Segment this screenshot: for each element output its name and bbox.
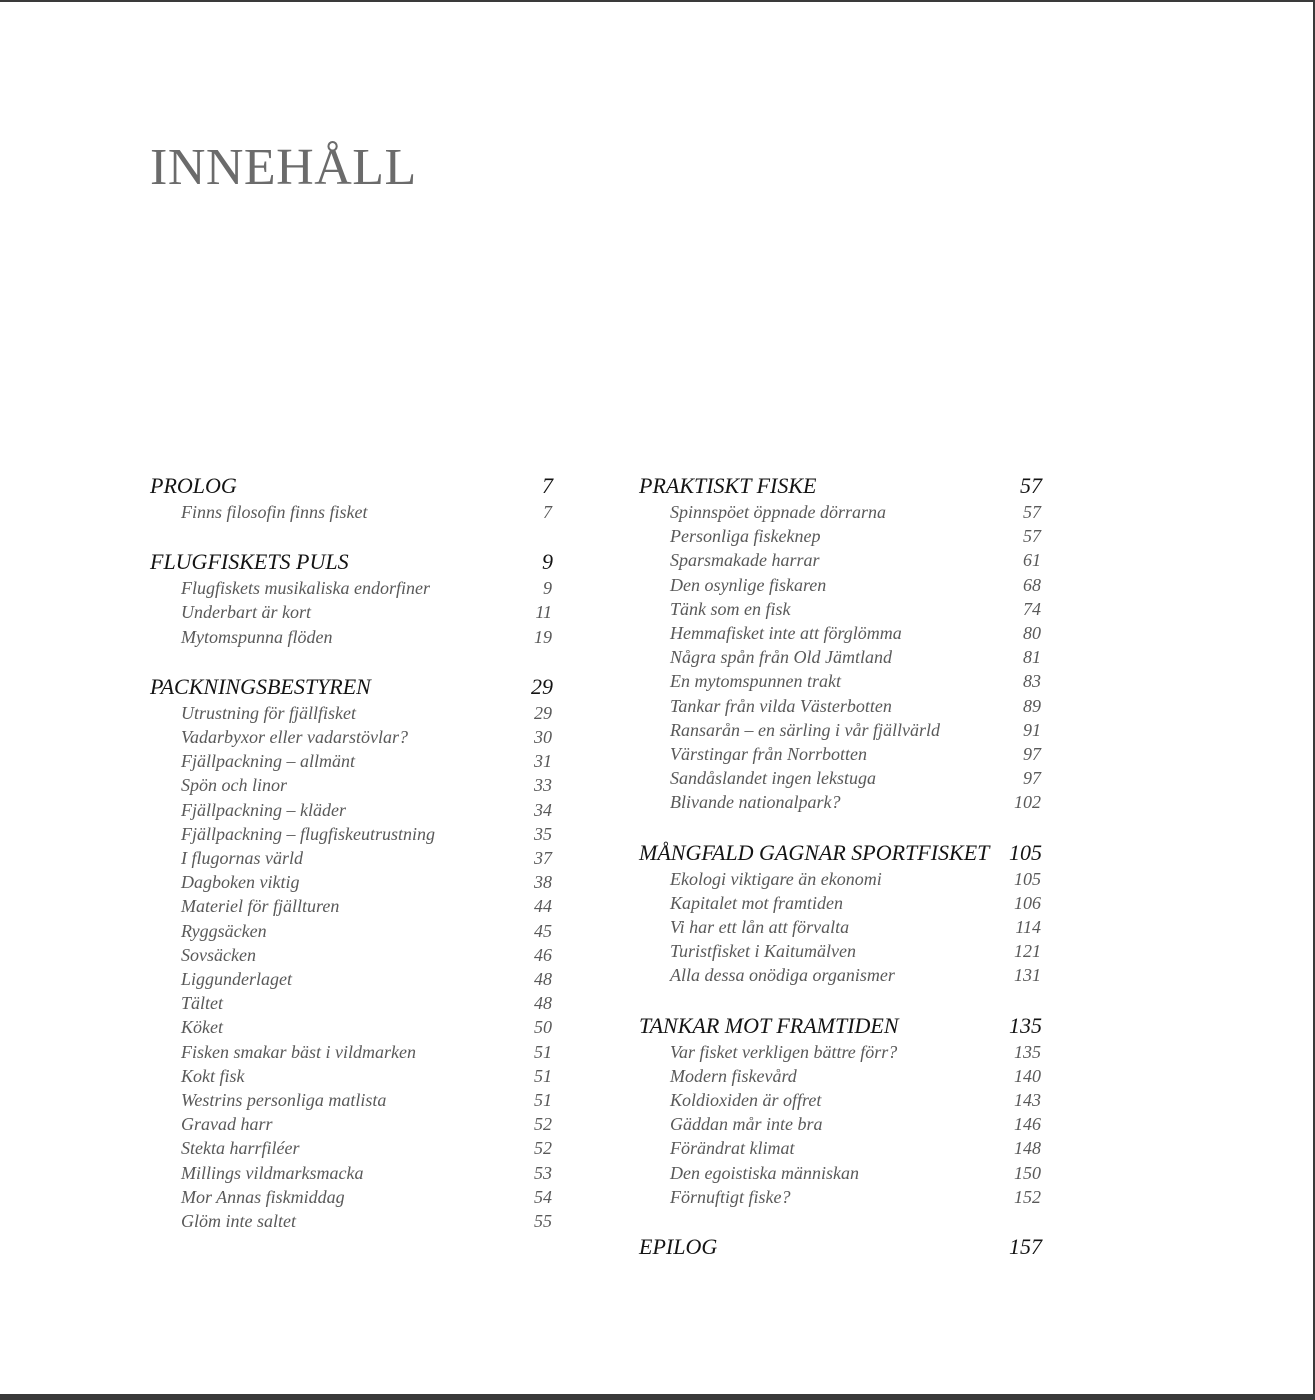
entry-page-number: 148 — [1014, 1138, 1041, 1159]
entry-title: Tänk som en fisk — [670, 598, 791, 619]
entry-page-number: 91 — [1023, 719, 1041, 740]
entry-title: Mor Annas fiskmiddag — [181, 1186, 345, 1207]
entry-page-number: 52 — [534, 1138, 552, 1159]
section-title: FLUGFISKETS PULS — [150, 549, 349, 575]
entry-title: Mytomspunna flöden — [181, 626, 333, 647]
entry-title: Sovsäcken — [181, 944, 256, 965]
toc-entry — [150, 749, 553, 773]
section-page-number: 29 — [531, 673, 553, 699]
section-page-number: 57 — [1020, 473, 1042, 498]
entry-title: Dagboken viktig — [181, 872, 300, 893]
entry-page-number: 83 — [1023, 671, 1041, 692]
entry-title: Materiel för fjällturen — [181, 896, 340, 917]
toc-section — [150, 673, 553, 1233]
toc-entry — [150, 1015, 553, 1039]
entry-page-number: 146 — [1014, 1114, 1041, 1135]
entry-title: Kapitalet mot framtiden — [670, 892, 843, 913]
toc-entry — [150, 967, 553, 991]
toc-entry — [150, 1209, 553, 1233]
entry-title: Tankar från vilda Västerbotten — [670, 695, 892, 716]
entry-title: Ransarån – en särling i vår fjällvärld — [670, 719, 940, 740]
entry-title: Tältet — [181, 993, 224, 1014]
toc-entry — [639, 1064, 1042, 1088]
toc-entry — [150, 725, 553, 749]
toc-entry — [639, 718, 1042, 742]
entry-title: Vi har ett lån att förvalta — [670, 917, 850, 938]
entry-page-number: 30 — [534, 727, 552, 748]
toc-section-heading — [150, 472, 553, 500]
toc-section — [639, 472, 1042, 815]
toc-section — [150, 472, 553, 524]
section-title: PROLOG — [150, 473, 237, 498]
entry-page-number: 140 — [1014, 1065, 1041, 1086]
entry-title: Ryggsäcken — [181, 920, 267, 941]
toc-entry — [150, 919, 553, 943]
toc-entry — [150, 1136, 553, 1160]
section-page-number: 105 — [1009, 839, 1042, 865]
entry-title: Ekologi viktigare än ekonomi — [670, 868, 882, 889]
toc-entry — [639, 1088, 1042, 1112]
entry-title: Fjällpackning – flugfiskeutrustning — [181, 823, 435, 844]
section-title: MÅNGFALD GAGNAR SPORTFISKET — [639, 839, 990, 865]
toc-entry — [150, 870, 553, 894]
entry-title: Utrustning för fjällfisket — [181, 702, 357, 723]
entry-page-number: 74 — [1023, 598, 1041, 619]
entry-title: Fjällpackning – kläder — [181, 799, 346, 820]
entry-title: Personliga fiskeknep — [670, 526, 821, 547]
entry-title: Spinnspöet öppnade dörrarna — [670, 502, 886, 522]
toc-section-heading — [639, 1012, 1042, 1040]
entry-title: Liggunderlaget — [181, 969, 292, 990]
toc-entry — [150, 943, 553, 967]
entry-title: Förändrat klimat — [670, 1138, 795, 1159]
toc-section — [150, 548, 553, 649]
toc-entry — [150, 1112, 553, 1136]
toc-entry — [150, 894, 553, 918]
entry-title: Några spån från Old Jämtland — [670, 647, 893, 668]
section-title: PACKNINGSBESTYREN — [150, 673, 371, 699]
section-title: TANKAR MOT FRAMTIDEN — [639, 1012, 899, 1038]
entry-page-number: 68 — [1023, 574, 1041, 595]
entry-page-number: 48 — [534, 969, 552, 990]
toc-entry — [639, 1112, 1042, 1136]
section-page-number: 157 — [1009, 1234, 1042, 1260]
entry-page-number: 38 — [534, 872, 552, 893]
toc-entry — [150, 625, 553, 649]
toc-entry — [639, 1136, 1042, 1160]
entry-title: Millings vildmarksmacka — [181, 1162, 364, 1183]
entry-page-number: 9 — [543, 578, 552, 599]
toc-entry — [150, 991, 553, 1015]
entry-title: Stekta harrfiléer — [181, 1138, 300, 1159]
entry-page-number: 33 — [534, 775, 552, 796]
entry-title: Underbart är kort — [181, 602, 311, 623]
entry-title: Glöm inte saltet — [181, 1211, 296, 1232]
entry-page-number: 102 — [1014, 792, 1041, 813]
entry-title: I flugornas värld — [181, 848, 304, 869]
entry-page-number: 61 — [1023, 550, 1041, 571]
entry-title: Fisken smakar bäst i vildmarken — [181, 1041, 416, 1062]
entry-page-number: 150 — [1014, 1162, 1041, 1183]
entry-page-number: 54 — [534, 1186, 552, 1207]
section-title: EPILOG — [639, 1234, 718, 1260]
toc-entry — [639, 963, 1042, 987]
entry-page-number: 89 — [1023, 695, 1041, 716]
entry-page-number: 121 — [1014, 941, 1041, 962]
entry-title: Finns filosofin finns fisket — [181, 502, 368, 522]
toc-entry — [639, 524, 1042, 548]
toc-entry — [150, 1040, 553, 1064]
toc-entry — [639, 790, 1042, 814]
entry-title: Gravad harr — [181, 1114, 273, 1135]
entry-title: Var fisket verkligen bättre förr? — [670, 1041, 898, 1062]
entry-page-number: 51 — [534, 1090, 552, 1111]
entry-title: Den osynlige fiskaren — [670, 574, 827, 595]
toc-entry — [150, 600, 553, 624]
entry-page-number: 37 — [534, 848, 552, 869]
toc-entry — [150, 701, 553, 725]
toc-column-right — [639, 472, 1042, 1285]
entry-title: Köket — [181, 1017, 223, 1038]
entry-page-number: 52 — [534, 1114, 552, 1135]
entry-title: Kokt fisk — [181, 1065, 245, 1086]
toc-entry — [639, 1040, 1042, 1064]
page-title: INNEHÅLL — [150, 139, 417, 196]
entry-title: Hemmafisket inte att förglömma — [670, 623, 902, 644]
toc-entry — [639, 621, 1042, 645]
toc-section-heading — [150, 548, 553, 576]
toc-entry — [150, 500, 553, 524]
entry-page-number: 31 — [534, 751, 552, 772]
entry-title: Den egoistiska människan — [670, 1162, 859, 1183]
toc-entry — [150, 773, 553, 797]
entry-page-number: 55 — [534, 1211, 552, 1232]
entry-page-number: 135 — [1014, 1041, 1041, 1062]
toc-entry — [150, 798, 553, 822]
toc-section-heading — [150, 673, 553, 701]
entry-title: Spön och linor — [181, 775, 287, 796]
toc-entry — [639, 891, 1042, 915]
toc-entry — [150, 846, 553, 870]
entry-page-number: 7 — [543, 502, 552, 522]
toc-entry — [639, 573, 1042, 597]
entry-title: Vadarbyxor eller vadarstövlar? — [181, 727, 408, 748]
entry-page-number: 97 — [1023, 744, 1041, 765]
entry-title: Blivande nationalpark? — [670, 792, 841, 813]
toc-entry — [639, 500, 1042, 524]
toc-section-heading — [639, 839, 1042, 867]
toc-entry — [639, 915, 1042, 939]
toc-entry — [150, 1088, 553, 1112]
entry-page-number: 44 — [534, 896, 552, 917]
entry-title: Förnuftigt fiske? — [670, 1186, 791, 1207]
toc-entry — [150, 822, 553, 846]
toc-section-heading — [639, 472, 1042, 500]
toc-section — [639, 1012, 1042, 1209]
toc-entry — [639, 669, 1042, 693]
entry-page-number: 19 — [534, 626, 552, 647]
toc-section-heading — [639, 1233, 1042, 1261]
entry-page-number: 45 — [534, 920, 552, 941]
toc-entry — [639, 766, 1042, 790]
section-page-number: 9 — [542, 549, 553, 575]
entry-title: Flugfiskets musikaliska endorfiner — [181, 578, 430, 599]
toc-section — [639, 839, 1042, 988]
toc-entry — [639, 1185, 1042, 1209]
entry-page-number: 57 — [1023, 526, 1041, 547]
toc-entry — [639, 645, 1042, 669]
entry-title: Koldioxiden är offret — [670, 1090, 822, 1111]
toc-entry — [639, 867, 1042, 891]
entry-page-number: 114 — [1015, 917, 1041, 938]
section-page-number: 135 — [1009, 1012, 1042, 1038]
section-page-number: 7 — [542, 473, 553, 498]
entry-page-number: 34 — [534, 799, 552, 820]
entry-page-number: 11 — [535, 602, 552, 623]
entry-title: Värstingar från Norrbotten — [670, 744, 868, 765]
entry-title: Modern fiskevård — [670, 1065, 797, 1086]
entry-page-number: 106 — [1014, 892, 1041, 913]
toc-entry — [150, 576, 553, 600]
entry-page-number: 105 — [1014, 868, 1041, 889]
section-title: PRAKTISKT FISKE — [639, 473, 817, 498]
toc-entry — [639, 742, 1042, 766]
entry-title: En mytomspunnen trakt — [670, 671, 841, 692]
toc-column-left — [150, 472, 553, 1257]
entry-title: Turistfisket i Kaitumälven — [670, 941, 857, 962]
entry-page-number: 143 — [1014, 1090, 1041, 1111]
toc-entry — [639, 694, 1042, 718]
entry-page-number: 131 — [1014, 965, 1041, 986]
entry-page-number: 97 — [1023, 768, 1041, 789]
entry-title: Westrins personliga matlista — [181, 1090, 387, 1111]
entry-page-number: 81 — [1023, 647, 1041, 668]
entry-page-number: 51 — [534, 1041, 552, 1062]
toc-entry — [639, 548, 1042, 572]
entry-title: Alla dessa onödiga organismer — [670, 965, 895, 986]
entry-title: Fjällpackning – allmänt — [181, 751, 355, 772]
toc-entry — [150, 1185, 553, 1209]
entry-title: Sandåslandet ingen lekstuga — [670, 768, 876, 789]
entry-page-number: 152 — [1014, 1186, 1041, 1207]
toc-entry — [639, 597, 1042, 621]
entry-page-number: 80 — [1023, 623, 1041, 644]
entry-page-number: 29 — [534, 702, 552, 723]
entry-page-number: 51 — [534, 1065, 552, 1086]
toc-entry — [639, 1161, 1042, 1185]
entry-page-number: 46 — [534, 944, 552, 965]
toc-section — [639, 1233, 1042, 1261]
entry-title: Sparsmakade harrar — [670, 550, 820, 571]
entry-page-number: 53 — [534, 1162, 552, 1183]
toc-entry — [150, 1064, 553, 1088]
toc-entry — [150, 1161, 553, 1185]
toc-entry — [639, 939, 1042, 963]
entry-page-number: 35 — [534, 823, 552, 844]
entry-page-number: 48 — [534, 993, 552, 1014]
entry-page-number: 50 — [534, 1017, 552, 1038]
entry-title: Gäddan mår inte bra — [670, 1114, 823, 1135]
entry-page-number: 57 — [1023, 502, 1041, 522]
